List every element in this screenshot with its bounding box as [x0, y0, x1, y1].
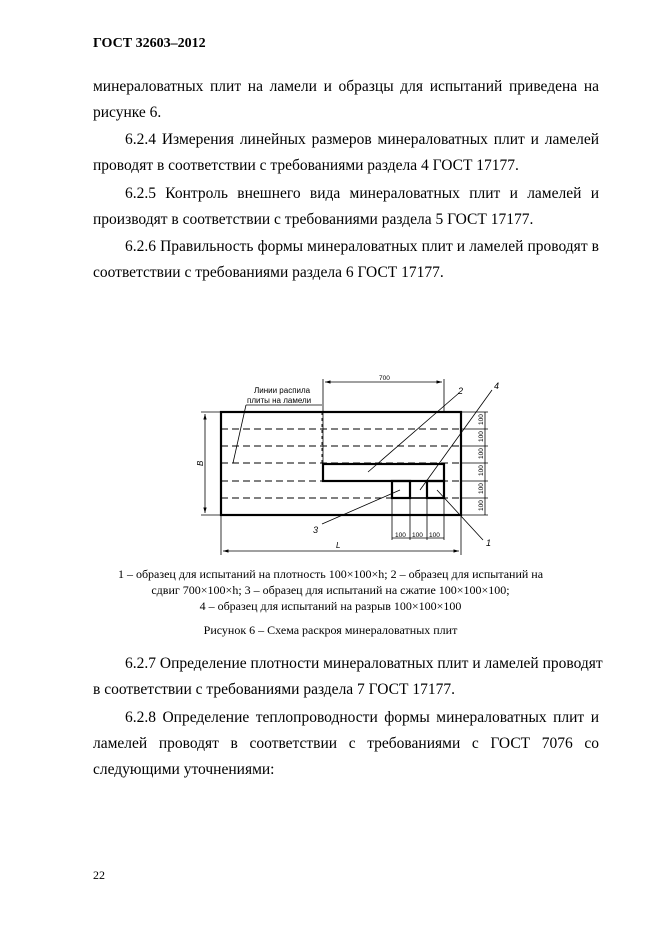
dim-100-right: 100 [478, 414, 485, 425]
paragraph-6-2-8 [93, 705, 599, 783]
dim-100-right: 100 [478, 465, 485, 476]
paragraph-line: следующими уточнениями: [93, 761, 275, 778]
callout-3-label: 3 [313, 525, 319, 535]
callout-4-label: 4 [494, 381, 500, 391]
callout-1-label: 1 [486, 538, 492, 548]
dim-L-label: L [336, 541, 341, 550]
dim-B-label: B [196, 460, 205, 466]
dim-100-right: 100 [478, 431, 485, 442]
dim-100-bottom: 100 [412, 532, 423, 539]
paragraph-line: минераловатных плит на ламели и образцы для испытаний приведена на [93, 78, 599, 95]
paragraph-line: 6.2.6 Правильность формы минераловатных плит и ламелей проводят в [125, 238, 599, 255]
paragraph-6-2-5 [93, 181, 599, 233]
dim-100-right: 100 [478, 500, 485, 511]
callout-2-leader [368, 393, 459, 472]
paragraph-line: 6.2.7 Определение плотности минераловатных плит и ламелей проводят [125, 655, 603, 672]
dim-700-label: 700 [379, 375, 390, 382]
dim-L-line [221, 515, 461, 555]
saw-lines [221, 412, 461, 498]
dim-100-right: 100 [478, 483, 485, 494]
paragraph-6-2-4 [93, 127, 599, 179]
paragraph-line: соответствии с требованиями раздела 6 ГОСТ 17177. [93, 264, 444, 281]
paragraph-line: рисунке 6. [93, 104, 162, 121]
paragraph-line: 6.2.5 Контроль внешнего вида минераловатных плит и ламелей и [125, 185, 599, 202]
caption-line: сдвиг 700×100×h; 3 – образец для испытаний на сжатие 100×100×100; [151, 583, 510, 597]
specimen-compression [392, 481, 410, 498]
paragraph-line: в соответствии с требованиями раздела 7 ГОСТ 17177. [93, 681, 455, 698]
callout-2-label: 2 [458, 386, 464, 396]
saw-lines-label: плиты на ламели [247, 396, 312, 405]
specimen-density [427, 481, 444, 498]
figure-title: Рисунок 6 – Схема раскроя минераловатных плит [203, 623, 458, 637]
callout-3-leader [322, 490, 400, 524]
page-number: 22 [93, 868, 105, 882]
paragraph-intro [93, 74, 599, 126]
dim-700-line [323, 379, 444, 463]
dim-100-right: 100 [478, 448, 485, 459]
cutting-scheme-figure [0, 360, 661, 565]
paragraph-6-2-6 [93, 234, 599, 286]
paragraph-line: производят в соответствии с требованиями раздела 5 ГОСТ 17177. [93, 211, 534, 228]
dim-100-bottom: 100 [395, 532, 406, 539]
paragraph-line: ламелей проводят в соответствии с требованиями с ГОСТ 7076 со [93, 735, 599, 752]
specimen-shear [323, 464, 444, 481]
saw-lines-label: Линии распила [254, 386, 311, 395]
dim-100-bottom: 100 [429, 532, 440, 539]
paragraph-line: проводят в соответствии с требованиями раздела 4 ГОСТ 17177. [93, 157, 519, 174]
caption-line: 4 – образец для испытаний на разрыв 100×100×100 [199, 599, 462, 613]
caption-line: 1 – образец для испытаний на плотность 100×100×h; 2 – образец для испытаний на [117, 567, 544, 581]
figure-caption [60, 566, 601, 614]
document-header: ГОСТ 32603–2012 [93, 36, 206, 51]
paragraph-line: 6.2.8 Определение теплопроводности формы минераловатных плит и [125, 709, 599, 726]
paragraph-line: 6.2.4 Измерения линейных размеров минераловатных плит и ламелей [125, 131, 599, 148]
saw-lines-leader [233, 405, 322, 463]
paragraph-6-2-7 [93, 651, 603, 703]
